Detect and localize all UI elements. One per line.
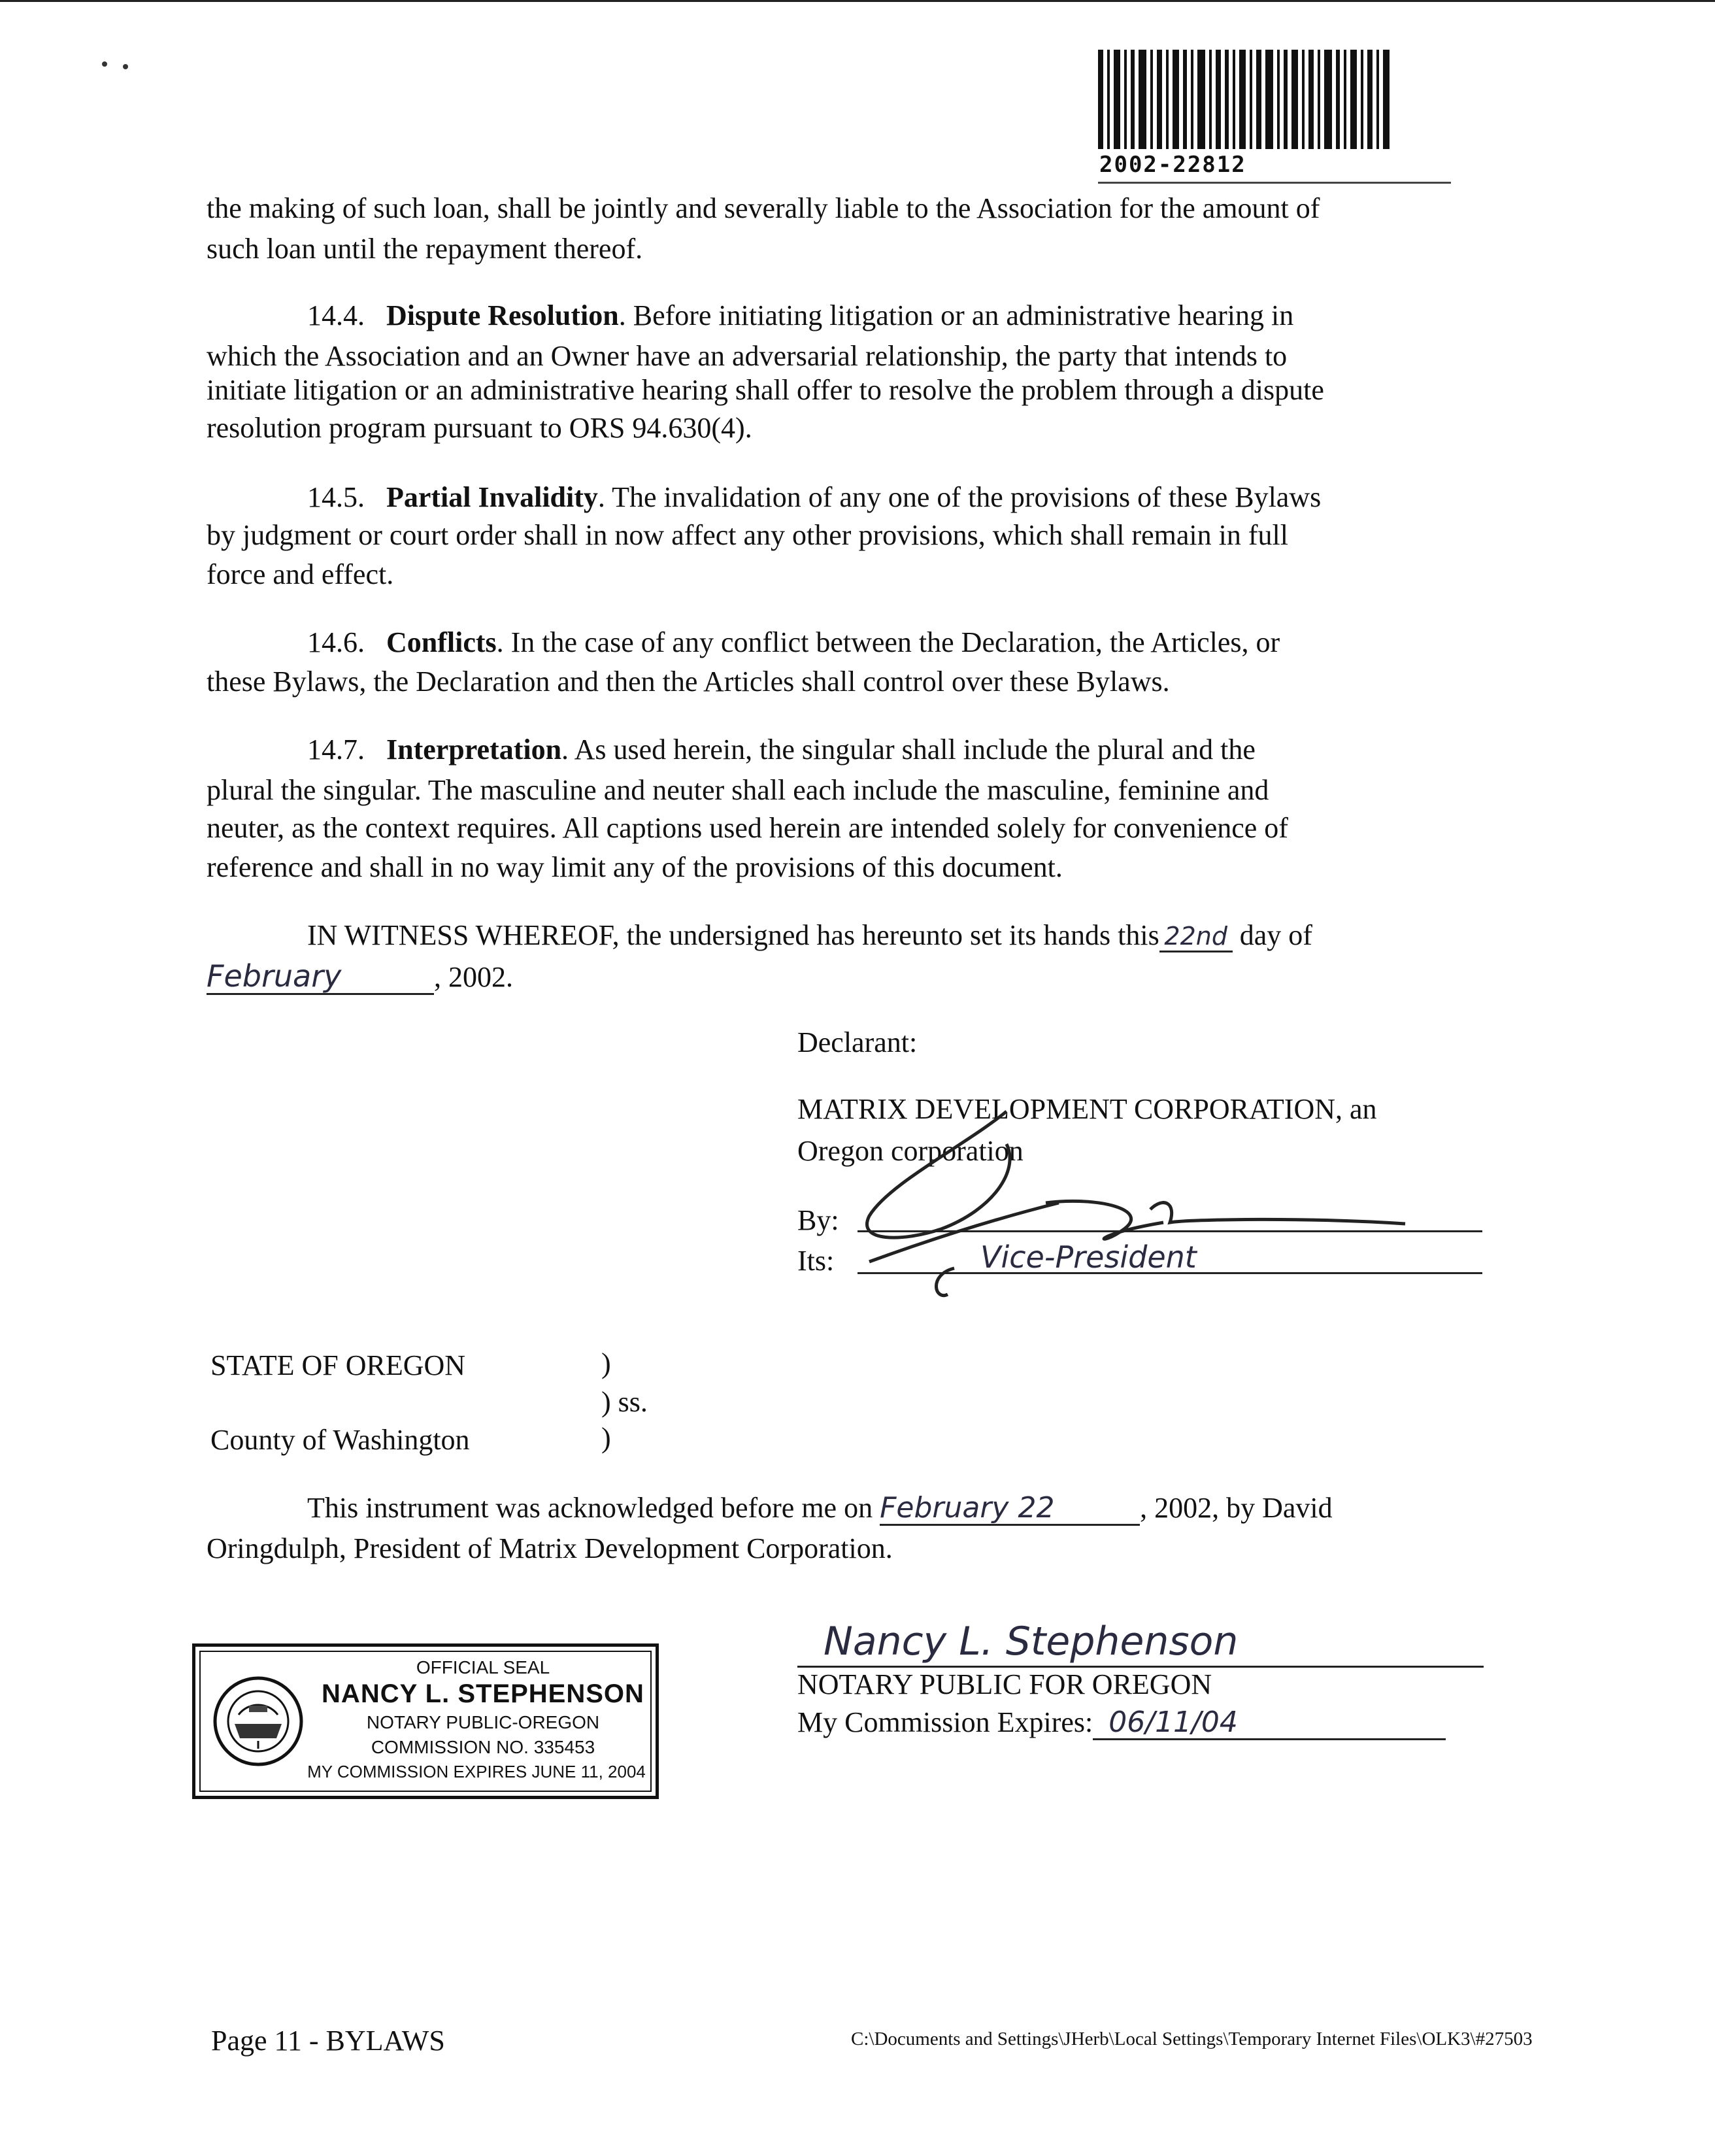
- venue-paren: ): [601, 1347, 611, 1379]
- section-14-5-lead: [307, 477, 1321, 518]
- seal-expires: MY COMMISSION EXPIRES JUNE 11, 2004: [307, 1762, 646, 1781]
- section-line: initiate litigation or an administrative hearing shall offer to resolve the problem through a dispute: [207, 374, 1324, 406]
- section-14-7-lead: [307, 730, 1256, 770]
- venue-state: STATE OF OREGON: [210, 1349, 466, 1381]
- scan-speck: [102, 61, 107, 67]
- witness-year: , 2002.: [434, 961, 513, 993]
- section-line: which the Association and an Owner have an adversarial relationship, the party that intends to: [207, 340, 1288, 372]
- section-line: resolution program pursuant to ORS 94.630(4).: [207, 412, 752, 444]
- section-line: these Bylaws, the Declaration and then the Articles shall control over these Bylaws.: [207, 665, 1170, 698]
- witness-month-handwritten: February: [207, 959, 434, 995]
- venue-ss: ) ss.: [601, 1386, 648, 1418]
- official-notary-seal: [192, 1643, 659, 1799]
- witness-text: IN WITNESS WHEREOF, the undersigned has hereunto set its hands this: [307, 919, 1159, 951]
- witness-line: [307, 915, 1312, 956]
- ack-date-handwritten: February 22: [880, 1492, 1140, 1526]
- notary-expires-handwritten: 06/11/04: [1093, 1707, 1446, 1740]
- witness-date-line: [207, 957, 513, 998]
- section-number: 14.4.: [307, 299, 365, 331]
- acknowledgment-line2: Oringdulph, President of Matrix Development Corporation.: [207, 1532, 893, 1564]
- declarant-company-state: Oregon corporation: [797, 1135, 1024, 1167]
- notary-signature: Nancy L. Stephenson: [824, 1619, 1239, 1664]
- section-title: Partial Invalidity: [386, 481, 598, 513]
- notary-title: NOTARY PUBLIC FOR OREGON: [797, 1668, 1212, 1700]
- section-line: reference and shall in no way limit any of the provisions of this document.: [207, 851, 1063, 883]
- notary-expires-label: My Commission Expires:: [797, 1706, 1093, 1738]
- barcode-number: 2002-22812: [1099, 152, 1246, 178]
- section-line: neuter, as the context requires. All captions used herein are intended solely for convenience of: [207, 812, 1288, 844]
- section-first-line: . As used herein, the singular shall include the plural and the: [561, 733, 1256, 766]
- its-label: Its:: [797, 1245, 835, 1277]
- venue-paren: ): [601, 1422, 611, 1454]
- section-first-line: . In the case of any conflict between the Declaration, the Articles, or: [496, 626, 1280, 658]
- witness-day-handwritten: 22nd: [1159, 922, 1233, 952]
- page-footer-label: Page 11 - BYLAWS: [211, 2025, 445, 2057]
- section-line: force and effect.: [207, 558, 394, 590]
- ack-text-after: , 2002, by David: [1140, 1492, 1333, 1524]
- section-line: plural the singular. The masculine and neuter shall each include the masculine, feminine and: [207, 774, 1269, 806]
- acknowledgment-line: [307, 1488, 1333, 1528]
- section-number: 14.6.: [307, 626, 365, 658]
- section-title: Interpretation: [386, 733, 562, 766]
- state-seal-emblem-icon: [212, 1676, 304, 1767]
- seal-commission: COMMISSION NO. 335453: [371, 1737, 595, 1757]
- witness-text-after: day of: [1239, 919, 1312, 951]
- scan-speck: [123, 64, 128, 69]
- section-number: 14.5.: [307, 481, 365, 513]
- notary-expires: [797, 1702, 1446, 1743]
- continuation-line: the making of such loan, shall be jointly and severally liable to the Association for the amount of: [207, 192, 1320, 224]
- barcode-underline: [1098, 182, 1451, 184]
- declarant-signature: [850, 1105, 1490, 1301]
- seal-name: NANCY L. STEPHENSON: [322, 1679, 644, 1708]
- barcode-icon: [1098, 50, 1393, 149]
- section-14-6-lead: [307, 622, 1280, 663]
- declarant-label: Declarant:: [797, 1026, 918, 1058]
- section-first-line: . Before initiating litigation or an administrative hearing in: [618, 299, 1294, 331]
- its-handwritten: Vice-President: [980, 1239, 1197, 1275]
- file-path-footer: C:\Documents and Settings\JHerb\Local Settings\Temporary Internet Files\OLK3\#27503: [851, 2029, 1533, 2049]
- continuation-line: such loan until the repayment thereof.: [207, 233, 643, 265]
- declarant-company: MATRIX DEVELOPMENT CORPORATION, an: [797, 1093, 1377, 1125]
- section-number: 14.7.: [307, 733, 365, 766]
- by-label: By:: [797, 1204, 839, 1236]
- section-first-line: . The invalidation of any one of the provisions of these Bylaws: [597, 481, 1322, 513]
- section-title: Conflicts: [386, 626, 497, 658]
- venue-county: County of Washington: [210, 1424, 470, 1456]
- scan-top-edge: [0, 0, 1715, 2]
- ack-text: This instrument was acknowledged before me on: [307, 1492, 873, 1524]
- section-14-4-lead: [307, 295, 1293, 336]
- seal-role: NOTARY PUBLIC-OREGON: [366, 1712, 600, 1732]
- section-title: Dispute Resolution: [386, 299, 619, 331]
- section-line: by judgment or court order shall in now affect any other provisions, which shall remain in full: [207, 519, 1288, 551]
- seal-header: OFFICIAL SEAL: [416, 1657, 550, 1677]
